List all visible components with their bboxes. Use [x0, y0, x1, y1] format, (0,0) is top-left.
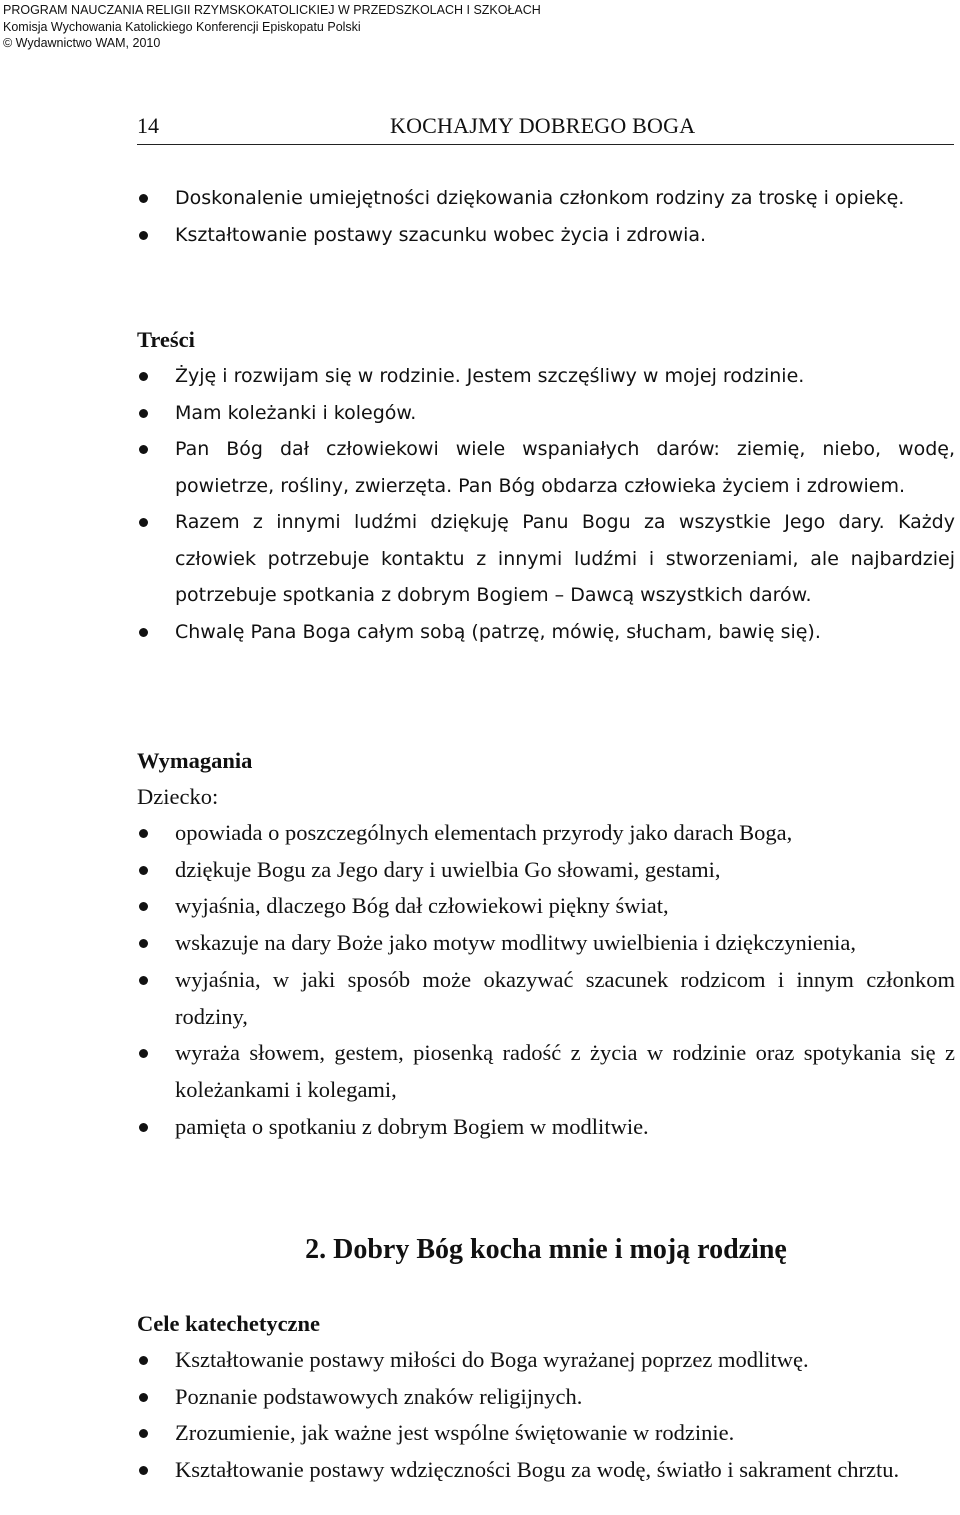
wymagania-list — [137, 815, 955, 1145]
running-title: KOCHAJMY DOBREGO BOGA — [390, 113, 696, 138]
cele-list — [137, 1342, 955, 1488]
list-item: Kształtowanie postawy wdzięczności Bogu za wodę, światło i sakrament chrztu. — [137, 1452, 955, 1489]
header-commission: Komisja Wychowania Katolickiego Konferencji Episkopatu Polski — [3, 19, 361, 34]
header-copyright: © Wydawnictwo WAM, 2010 — [3, 36, 161, 50]
document-header — [3, 2, 541, 52]
header-program-title: PROGRAM NAUCZANIA RELIGII RZYMSKOKATOLICKIEJ W PRZEDSZKOLACH I SZKOŁACH — [3, 3, 541, 17]
section-heading: Cele katechetyczne — [137, 1311, 321, 1336]
cele-section — [137, 1306, 955, 1488]
list-item: Pan Bóg dał człowiekowi wiele wspaniałych darów: ziemię, niebo, wodę, powietrze, rośliny, zwierzęta. Pan Bóg obdarza człowieka życiem i zdrowiem. — [137, 431, 955, 504]
list-item: wskazuje na dary Boże jako motyw modlitwy uwielbienia i dziękczynienia, — [137, 925, 955, 962]
list-item: wyjaśnia, w jaki sposób może okazywać szacunek rodzicom i innym członkom rodziny, — [137, 962, 955, 1035]
list-item: Kształtowanie postawy miłości do Boga wyrażanej poprzez modlitwę. — [137, 1342, 955, 1379]
list-item: Mam koleżanki i kolegów. — [137, 395, 955, 432]
list-item: dziękuje Bogu za Jego dary i uwielbia Go słowami, gestami, — [137, 852, 955, 889]
tresci-list — [137, 358, 955, 650]
list-item: Zrozumienie, jak ważne jest wspólne świętowanie w rodzinie. — [137, 1415, 955, 1452]
running-head — [137, 113, 954, 145]
wymagania-section — [137, 743, 955, 1145]
list-item: opowiada o poszczególnych elementach przyrody jako darach Boga, — [137, 815, 955, 852]
list-item: Kształtowanie postawy szacunku wobec życia i zdrowia. — [137, 217, 955, 254]
list-item: Poznanie podstawowych znaków religijnych. — [137, 1379, 955, 1416]
goals-continued-section — [137, 180, 955, 253]
list-item: wyjaśnia, dlaczego Bóg dał człowiekowi piękny świat, — [137, 888, 955, 925]
chapter-title: 2. Dobry Bóg kocha mnie i moją rodzinę — [305, 1234, 787, 1265]
list-item: Chwalę Pana Boga całym sobą (patrzę, mówię, słucham, bawię się). — [137, 614, 955, 651]
section-heading: Treści — [137, 327, 195, 352]
tresci-section — [137, 322, 955, 650]
list-item: Doskonalenie umiejętności dziękowania członkom rodziny za troskę i opiekę. — [137, 180, 955, 217]
wymagania-intro: Dziecko: — [137, 784, 219, 809]
list-item: wyraża słowem, gestem, piosenką radość z życia w rodzinie oraz spotykania się z koleżankami i kolegami, — [137, 1035, 955, 1108]
page-number: 14 — [137, 113, 159, 138]
section-heading: Wymagania — [137, 748, 253, 773]
list-item: Żyję i rozwijam się w rodzinie. Jestem szczęśliwy w mojej rodzinie. — [137, 358, 955, 395]
list-item: Razem z innymi ludźmi dziękuję Panu Bogu za wszystkie Jego dary. Każdy człowiek potrzebuje kontaktu z innymi ludźmi i stworzeniami, ale najbardziej potrzebuje spotkania z dobrym Bogiem – Dawcą wszystkich darów. — [137, 504, 955, 614]
goals-continued-list — [137, 180, 955, 253]
list-item: pamięta o spotkaniu z dobrym Bogiem w modlitwie. — [137, 1109, 955, 1146]
